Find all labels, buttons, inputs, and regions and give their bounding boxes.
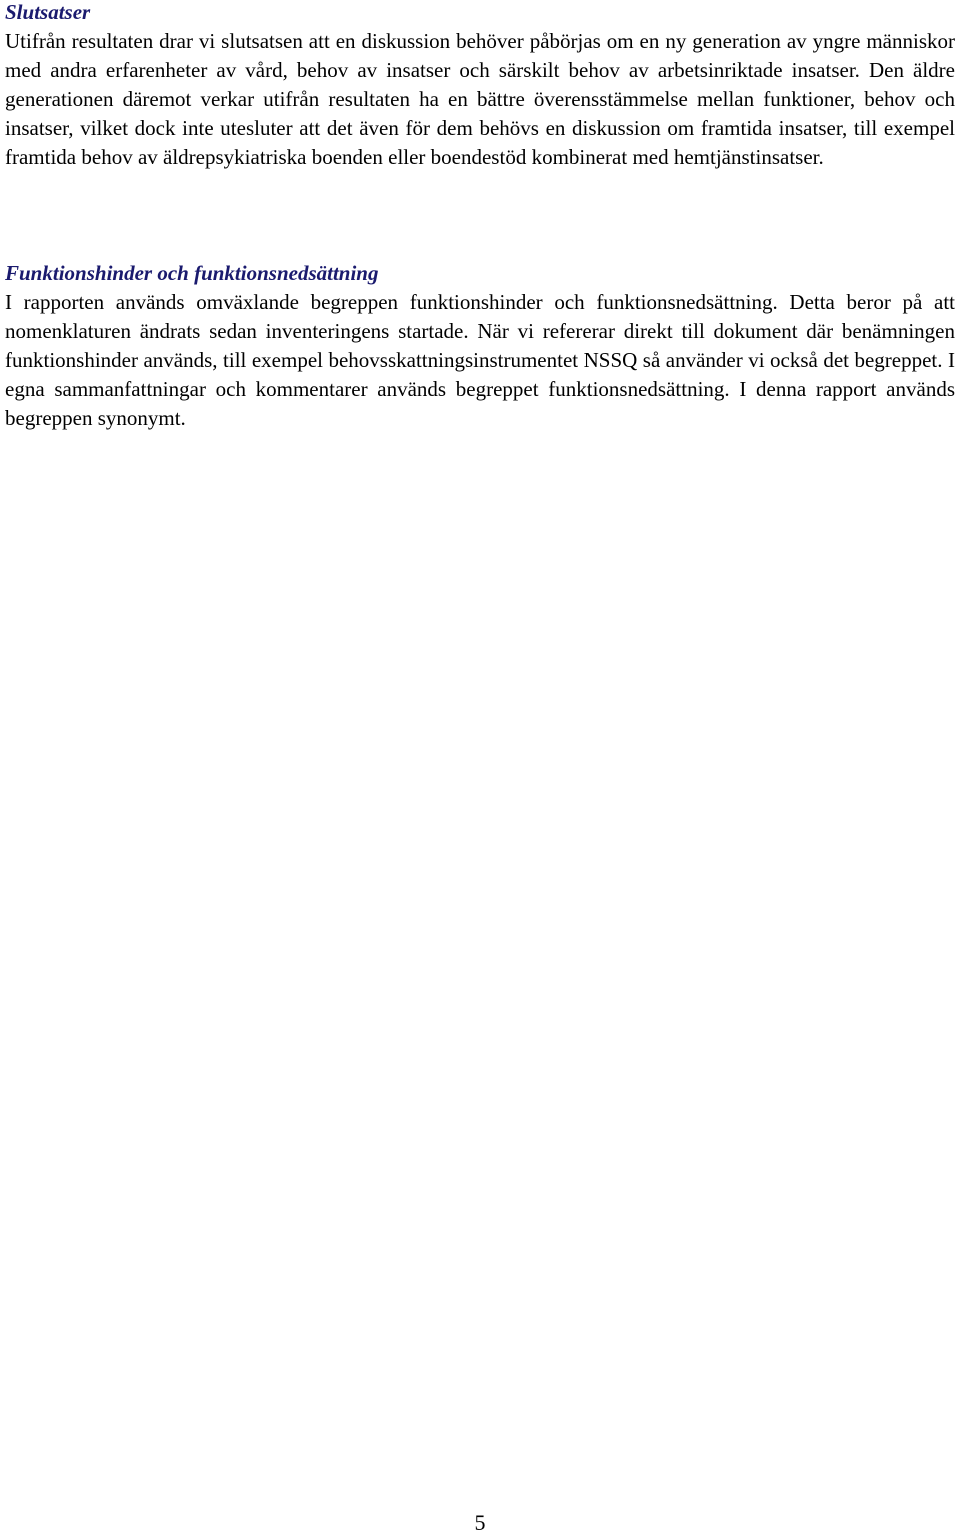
section-slutsatser <box>5 0 955 172</box>
section-body-slutsatser: Utifrån resultaten drar vi slutsatsen att en diskussion behöver påbörjas om en ny generation av yngre människor med andra erfarenheter av vård, behov av insatser och särskilt behov av arbetsinriktade insatser. Den äldre generationen däremot verkar utifrån resultaten ha en bättre överensstämmelse mellan funktioner, behov och insatser, vilket dock inte utesluter att det även för dem behövs en diskussion om framtida insatser, till exempel framtida behov av äldrepsykiatriska boenden eller boendestöd kombinerat med hemtjänstinsatser. <box>5 29 955 169</box>
section-funktionshinder <box>5 259 955 433</box>
page-number: 5 <box>474 1510 486 1535</box>
section-body-funktionshinder: I rapporten används omväxlande begreppen funktionshinder och funktionsnedsättning. Detta beror på att nomenklaturen ändrats sedan inventeringens startade. När vi refererar direkt till dokument där benämningen funktionshinder används, till exempel behovsskattningsinstrumentet NSSQ så använder vi också det begreppet. I egna sammanfattningar och kommentarer används begreppet funktionsnedsättning. I denna rapport används begreppen synonymt. <box>5 290 955 430</box>
section-heading-slutsatser: Slutsatser <box>5 0 91 24</box>
section-heading-funktionshinder: Funktionshinder och funktionsnedsättning <box>5 261 379 285</box>
